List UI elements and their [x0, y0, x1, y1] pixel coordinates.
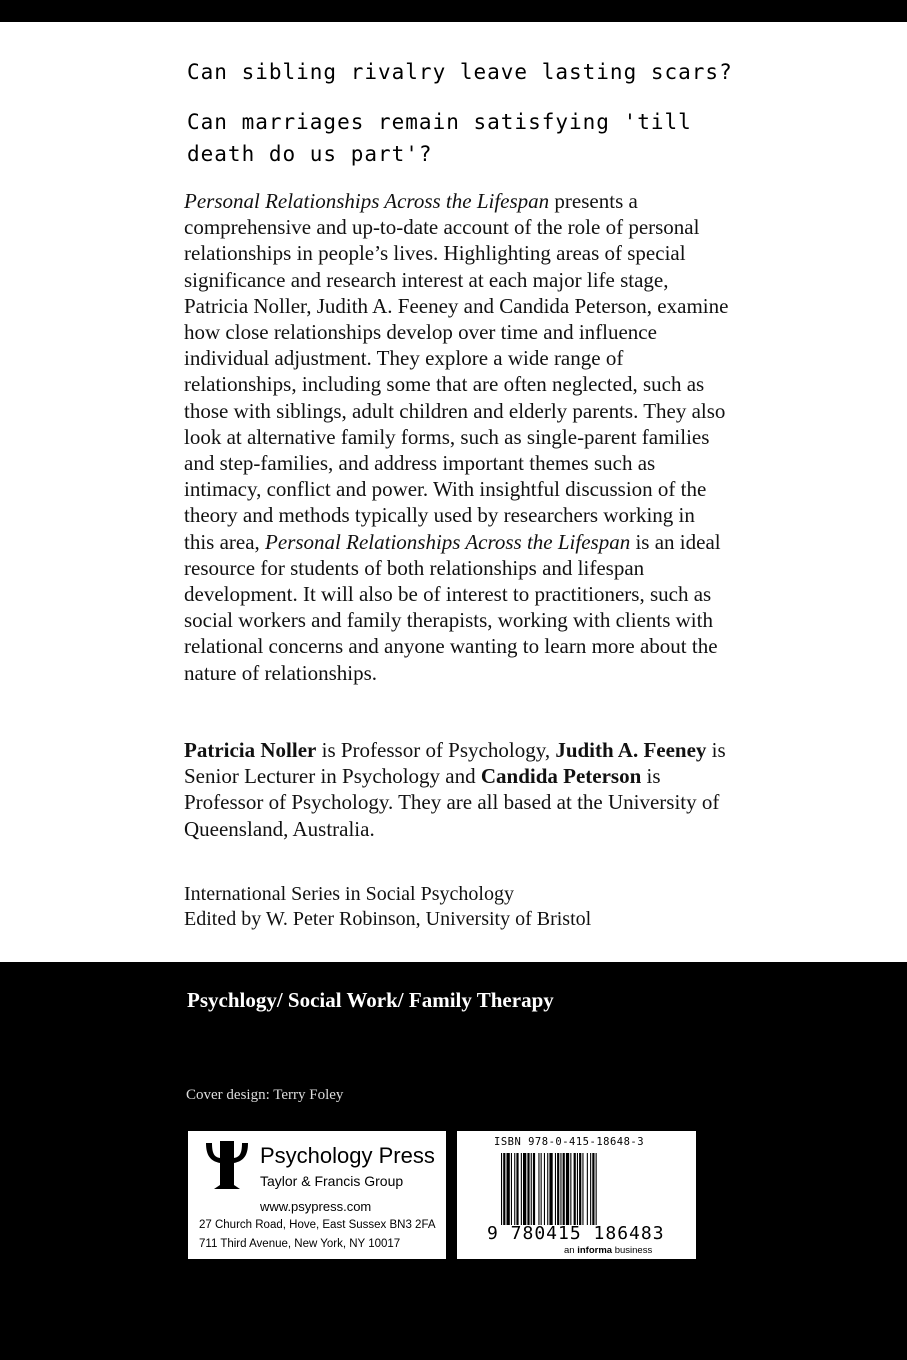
author-patricia-noller: Patricia Noller: [184, 738, 317, 762]
book-title-italic: Personal Relationships Across the Lifespan: [184, 189, 550, 213]
book-description: [184, 188, 729, 686]
author-candida-peterson: Candida Peterson: [480, 764, 642, 789]
author-judith-feeney: Judith A. Feeney: [555, 738, 707, 762]
psi-logo-icon: [200, 1137, 260, 1193]
series-name: International Series in Social Psychology: [184, 883, 514, 905]
description-part-2: is an ideal resource for students of both relationships and lifespan development. It will also be of interest to practitioners, such as social workers and family therapists, working with clients with relational concerns and anyone wanting to learn more about the nature of relationships.: [184, 529, 721, 685]
informa-bold: informa: [577, 1245, 613, 1256]
cover-design-credit: Cover design: Terry Foley: [186, 1087, 344, 1103]
series-info: [184, 882, 591, 932]
description-part-1: presents a comprehensive and up-to-date account of the role of personal relationships in people’s lives. Highlighting areas of special significance and research interest at each major life stage, Patricia Noller, Judith A. Feeney and Candida Peterson, examine how close relationships develop over time and influence individual adjustment. They explore a wide range of relationships, including some that are often neglected, such as those with siblings, adult children and elderly parents. They also look at alternative family forms, such as single-parent families and step-families, and address important themes such as intimacy, conflict and power. With insightful discussion of the theory and methods typically used by researchers working in this area,: [184, 189, 729, 554]
informa-suffix: business: [612, 1245, 653, 1256]
informa-prefix: an: [564, 1245, 578, 1256]
barcode-icon: [501, 1153, 669, 1225]
question-marriages: Can marriages remain satisfying 'till death do us part'?: [187, 110, 692, 166]
book-title-italic-2: Personal Relationships Across the Lifespan: [265, 529, 631, 554]
informa-business-label: [564, 1245, 652, 1256]
subject-categories: Psychlogy/ Social Work/ Family Therapy: [187, 988, 554, 1012]
isbn-barcode-box: [456, 1130, 697, 1260]
publisher-website: www.psypress.com: [260, 1199, 372, 1214]
bio-text-2: is Senior Lecturer in Psychology and: [184, 738, 726, 789]
question-sibling-rivalry: Can sibling rivalry leave lasting scars?: [187, 60, 733, 84]
bio-text-1: is Professor of Psychology,: [316, 738, 556, 762]
top-black-bar: [0, 0, 907, 22]
isbn-number: ISBN 978-0-415-18648-3: [494, 1136, 645, 1148]
author-bio: [184, 737, 729, 842]
series-editor: Edited by W. Peter Robinson, University of Bristol: [184, 908, 592, 930]
bio-text-3: is Professor of Psychology. They are all based at the University of Queensland, Australia.: [184, 764, 720, 841]
barcode-digits: 9 780415 186483: [487, 1223, 665, 1244]
publisher-box: [187, 1130, 447, 1260]
publisher-address-us: 711 Third Avenue, New York, NY 10017: [199, 1238, 401, 1250]
publisher-group: Taylor & Francis Group: [260, 1173, 404, 1189]
publisher-address-uk: 27 Church Road, Hove, East Sussex BN3 2FA: [199, 1219, 436, 1231]
publisher-name: Psychology Press: [260, 1143, 435, 1168]
